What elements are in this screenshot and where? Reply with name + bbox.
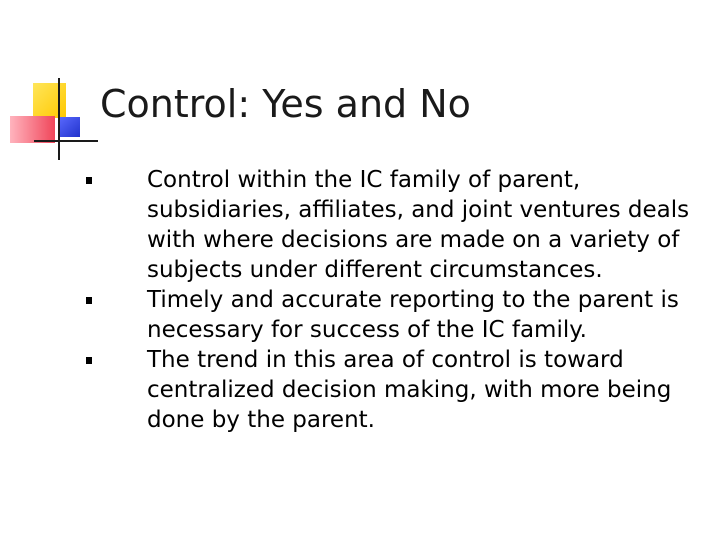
logo-red-square	[10, 116, 55, 143]
corner-logo-icon	[0, 0, 100, 170]
bullet-text: Control within the IC family of parent, subsidiaries, affiliates, and joint ventures deals with where decisions are made on a variety of subjects under different circumstances.	[147, 167, 690, 283]
bullet-text: Timely and accurate reporting to the parent is necessary for success of the IC family.	[147, 287, 679, 343]
slide-title: Control: Yes and No	[100, 82, 471, 126]
bullet-item-trend	[0, 345, 720, 435]
logo-blue-square	[58, 117, 80, 137]
square-bullet-icon	[86, 297, 92, 304]
bullet-item-control-within	[0, 165, 720, 285]
bullet-text: The trend in this area of control is toward centralized decision making, with more being done by the parent.	[147, 347, 672, 433]
bullet-list	[0, 165, 720, 435]
logo-yellow-square	[33, 83, 66, 118]
square-bullet-icon	[86, 357, 92, 364]
square-bullet-icon	[86, 177, 92, 184]
bullet-item-timely-reporting	[0, 285, 720, 345]
